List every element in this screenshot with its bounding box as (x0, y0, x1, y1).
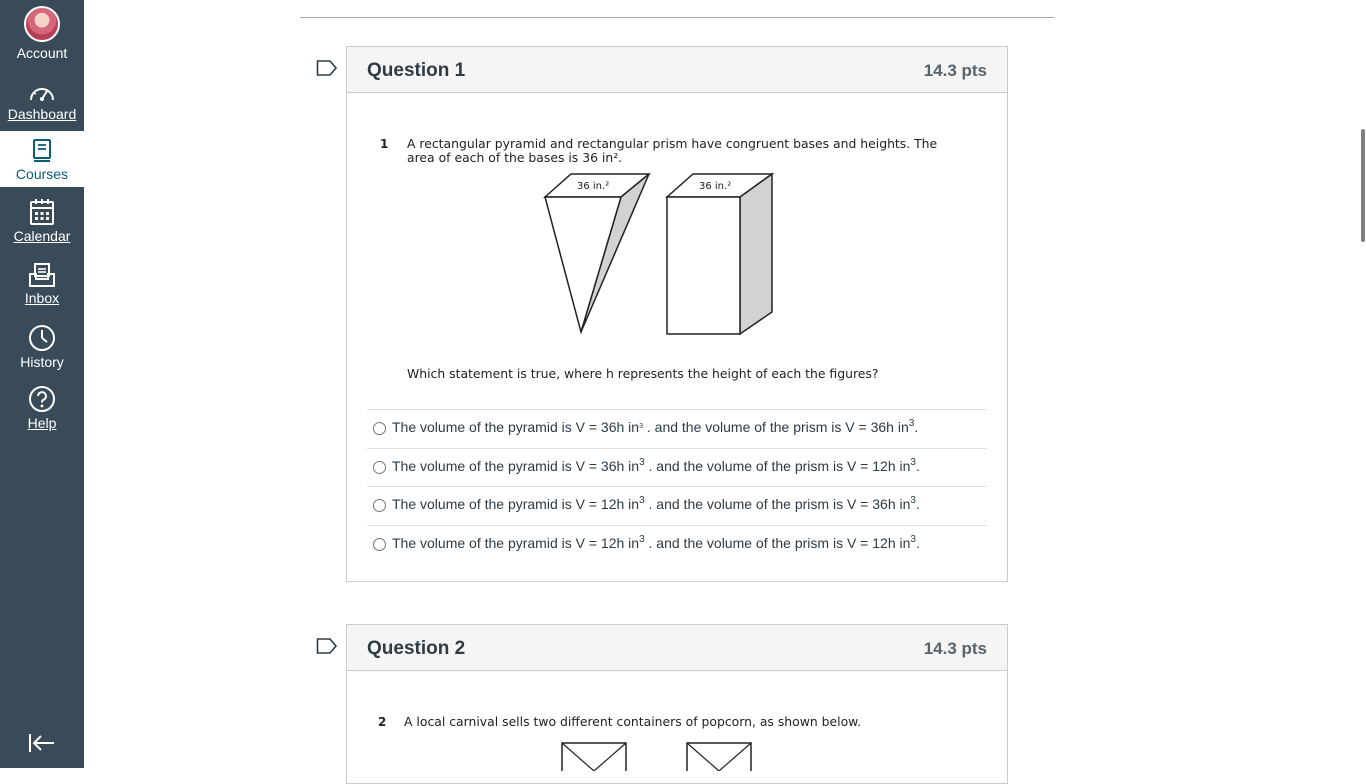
answer-3-exp-a: 3 (639, 495, 645, 506)
nav-dashboard[interactable] (0, 80, 84, 122)
answer-1-exp-b: 3 (908, 418, 915, 429)
answer-option-3-radio[interactable] (373, 499, 386, 512)
answer-4-part-c: . (915, 534, 920, 551)
answer-4-exp-a: 3 (639, 533, 645, 545)
nav-calendar[interactable] (0, 198, 84, 244)
nav-dashboard-label: Dashboard (7, 106, 77, 122)
page-scrollbar-thumb[interactable] (1361, 129, 1365, 242)
pyramid-base-label: 36 in.² (577, 181, 610, 192)
question-2-title: Question 2 (367, 638, 466, 659)
avatar (24, 6, 60, 42)
answer-2-part-a: The volume of the pyramid is V = 36h in (392, 457, 640, 474)
inbox-icon (28, 262, 56, 288)
prism-shape (667, 174, 772, 334)
answer-1-part-c: . (914, 419, 919, 435)
answer-option-2-radio[interactable] (373, 461, 386, 474)
answer-option-4-radio[interactable] (373, 538, 386, 551)
answer-1-exp-a: 3 (639, 423, 643, 430)
question-2-card (346, 624, 1008, 784)
answer-3-part-c: . (915, 496, 920, 512)
pyramid-prism-figure (541, 171, 777, 339)
courses-icon (30, 138, 54, 164)
answer-option-4-text (392, 535, 920, 551)
answer-option-1-radio[interactable] (373, 422, 386, 435)
answer-3-exp-b: 3 (910, 495, 916, 506)
question-1-number: 1 (380, 137, 389, 151)
nav-help[interactable] (0, 385, 84, 431)
question-1-title: Question 1 (367, 60, 466, 81)
nav-history-label: History (20, 354, 64, 370)
answer-4-part-a: The volume of the pyramid is V = 12h in (392, 534, 640, 551)
history-clock-icon (28, 324, 56, 352)
question-1-stem-line2: area of each of the bases is 36 in². (407, 150, 623, 165)
prism-base-label: 36 in.² (699, 181, 732, 192)
flag-question-1-icon[interactable] (316, 59, 338, 77)
nav-calendar-label: Calendar (13, 228, 71, 244)
top-divider (300, 17, 1054, 18)
question-2-header (347, 625, 1007, 671)
nav-inbox-label: Inbox (24, 290, 60, 306)
question-1-header (347, 47, 1007, 93)
answer-2-exp-b: 3 (910, 456, 916, 468)
answer-option-1-text (392, 419, 918, 435)
pyramid-shape (545, 174, 649, 332)
global-nav (0, 0, 84, 768)
nav-history[interactable] (0, 324, 84, 370)
answer-option-3[interactable] (367, 486, 987, 525)
question-1-points: 14.3 pts (923, 61, 987, 80)
dashboard-icon (28, 80, 56, 104)
answer-4-exp-b: 3 (910, 533, 916, 545)
question-2-stem: A local carnival sells two different containers of popcorn, as shown below. (404, 714, 862, 729)
question-1-stem-line1: A rectangular pyramid and rectangular prism have congruent bases and heights. The (407, 136, 938, 151)
nav-help-label: Help (27, 415, 57, 431)
answer-2-part-c: . (915, 457, 920, 474)
question-2-points: 14.3 pts (923, 639, 987, 658)
nav-inbox[interactable] (0, 262, 84, 306)
question-2-number: 2 (378, 715, 387, 729)
question-1-prompt: Which statement is true, where h represents the height of each the figures? (407, 366, 879, 381)
answer-3-part-a: The volume of the pyramid is V = 12h in (392, 496, 640, 512)
answer-option-2[interactable] (367, 448, 987, 487)
question-1-card (346, 46, 1008, 582)
nav-courses[interactable] (0, 131, 84, 187)
answer-3-part-b: . and the volume of the prism is V = 36h in (644, 496, 911, 512)
help-icon (28, 385, 56, 413)
popcorn-containers-figure (561, 741, 753, 771)
collapse-nav-icon[interactable] (28, 732, 56, 754)
popcorn-container-b (687, 743, 751, 771)
nav-account-label: Account (16, 45, 68, 61)
question-1-answers (367, 409, 987, 563)
popcorn-container-a (562, 743, 626, 771)
answer-1-part-b: . and the volume of the prism is V = 36h in (642, 419, 909, 435)
calendar-icon (29, 198, 55, 226)
answer-option-3-text (392, 496, 920, 512)
answer-option-1[interactable] (367, 409, 987, 448)
flag-question-2-icon[interactable] (316, 637, 338, 655)
answer-2-exp-a: 3 (639, 456, 645, 468)
answer-4-part-b: . and the volume of the prism is V = 12h in (644, 534, 911, 551)
answer-1-part-a: The volume of the pyramid is V = 36h in (392, 419, 640, 435)
nav-courses-label: Courses (15, 166, 69, 182)
answer-option-4[interactable] (367, 525, 987, 564)
answer-2-part-b: . and the volume of the prism is V = 12h in (644, 457, 911, 474)
answer-option-2-text (392, 458, 920, 474)
nav-account[interactable] (0, 6, 84, 61)
